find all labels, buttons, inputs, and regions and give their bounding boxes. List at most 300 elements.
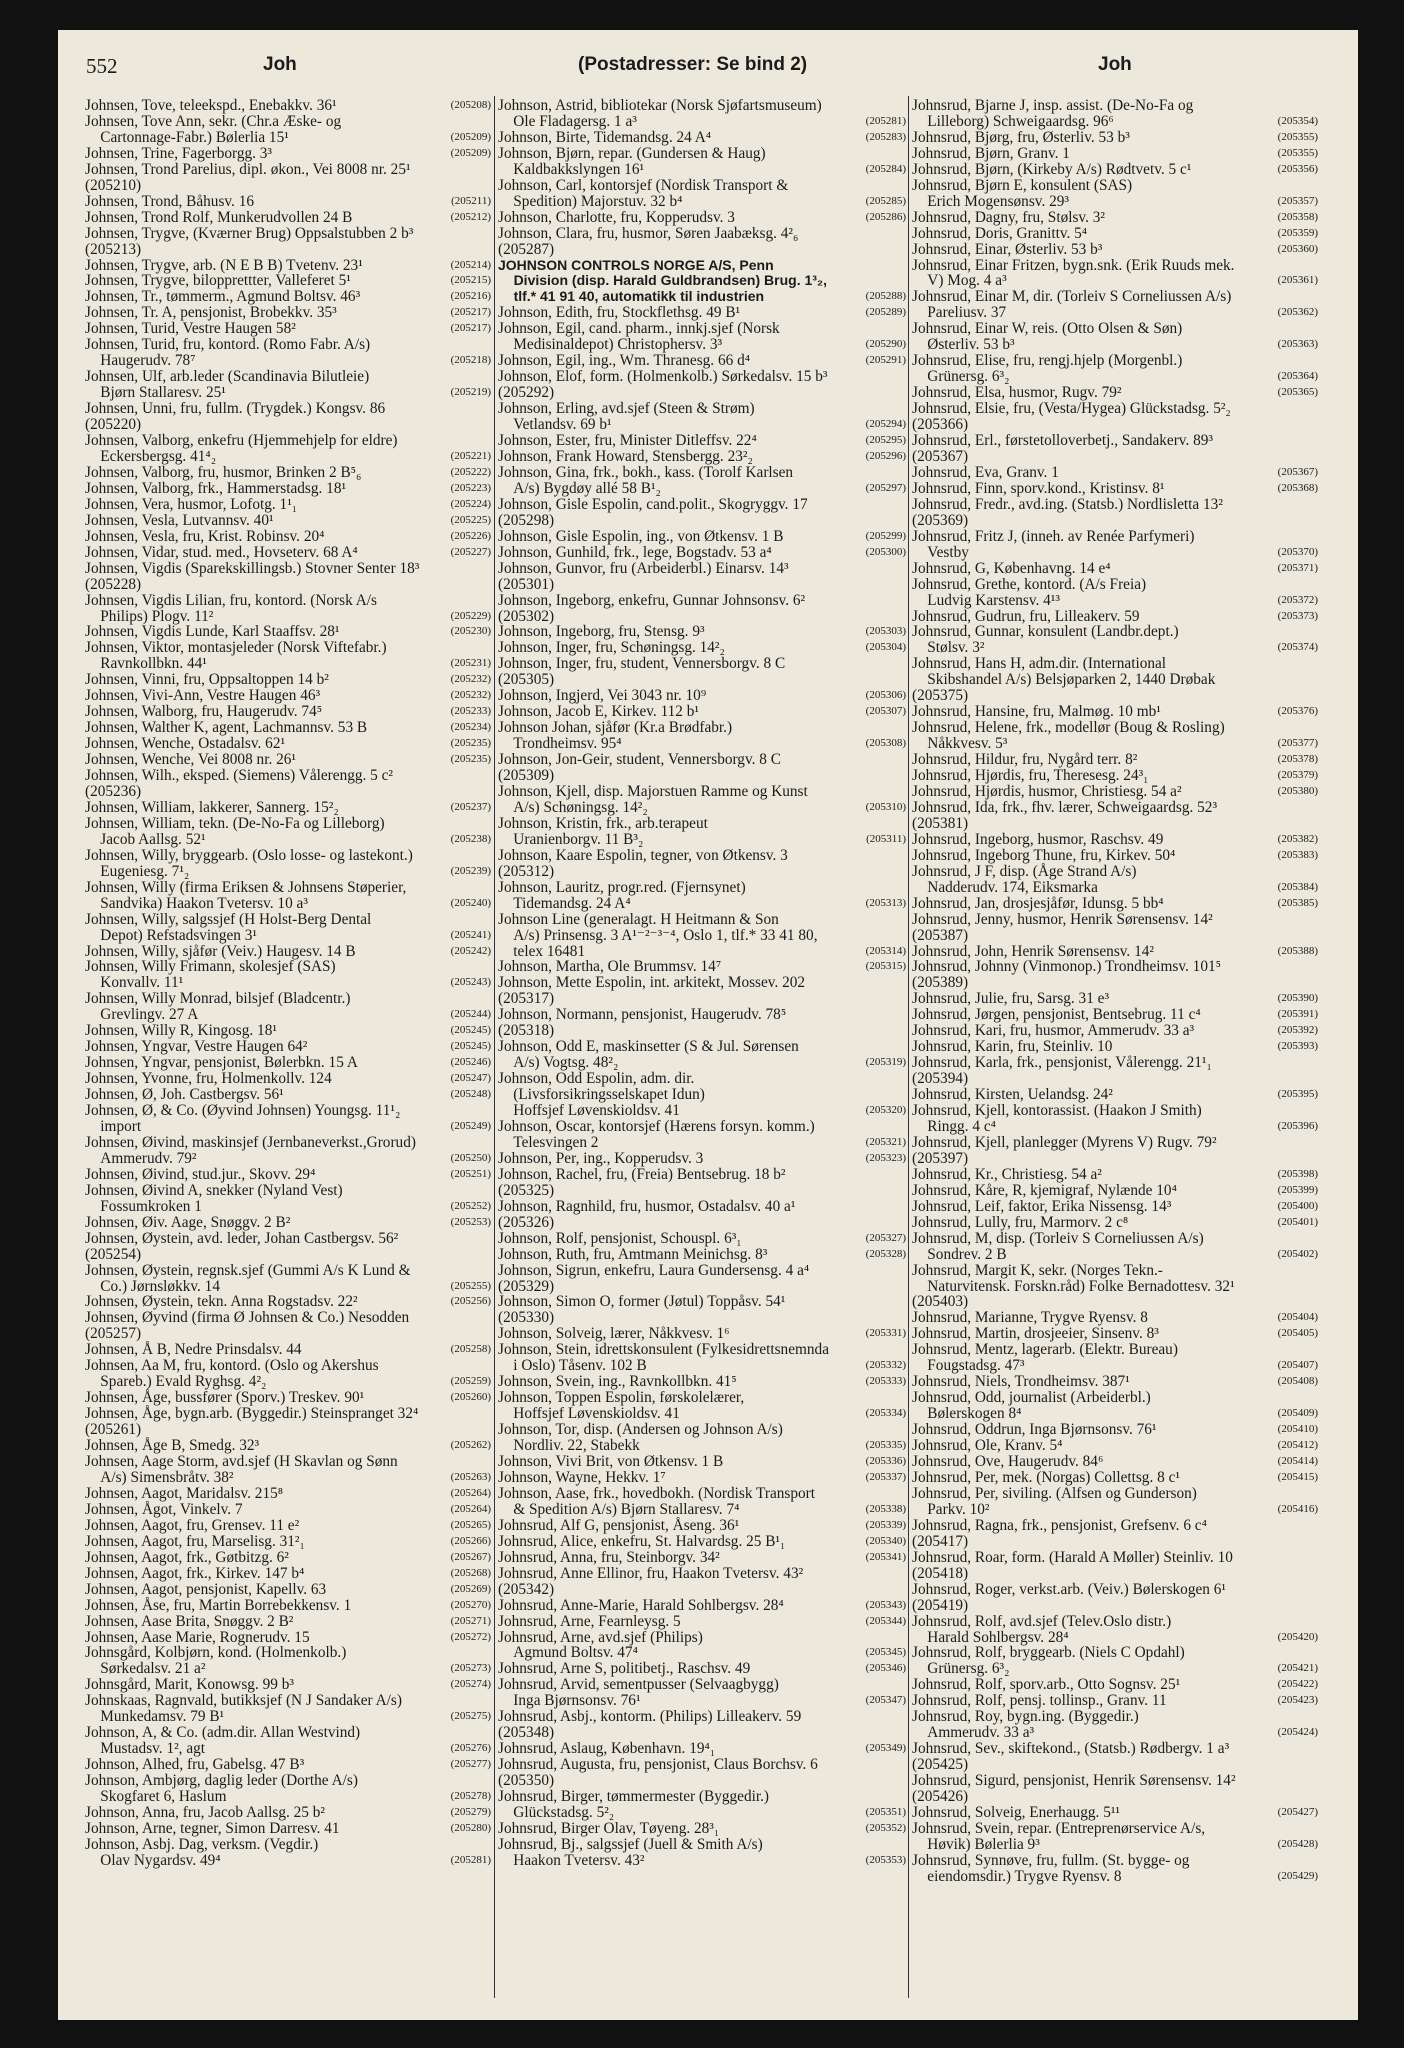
directory-entry: [912, 784, 1318, 800]
entry-text: Johnsrud, Birger, tømmermester (Byggedir.) Glückstadsg. 5²₂: [498, 1788, 770, 1821]
entry-number: (205244): [449, 1007, 491, 1023]
directory-entry: [912, 720, 1318, 752]
entry-text: Johnsen, Øystein, regnsk.sjef (Gummi A/s K Lund & Co.) Jørnsløkkv. 14: [85, 1261, 411, 1295]
directory-entry: [85, 194, 491, 210]
directory-entry: [912, 1215, 1318, 1231]
directory-entry: [85, 1039, 491, 1055]
entry-text: Johnsrud, Johnny (Vinmonop.) Trondheimsv. 101⁵ (205389): [912, 958, 1221, 992]
directory-entry: [85, 768, 491, 800]
entry-number: (205414): [1276, 1454, 1318, 1470]
entry-text: Johnsen, Vigdis Lunde, Karl Staaffsv. 28¹: [85, 623, 340, 641]
entry-number: (205232): [449, 688, 491, 704]
directory-entry: [498, 1518, 906, 1534]
entry-text: Johnsrud, Rolf, avd.sjef (Telev.Oslo distr.) Harald Sohlbergsv. 28⁴: [912, 1612, 1172, 1646]
entry-number: (205428): [1276, 1837, 1318, 1853]
directory-entry: [498, 1151, 906, 1167]
entry-number: (205359): [1276, 226, 1318, 242]
header-left-label: Joh: [263, 54, 297, 75]
entry-number: (205250): [449, 1151, 491, 1167]
directory-entry: [498, 178, 906, 210]
entry-text: Johnsrud, John, Henrik Sørensensv. 14²: [912, 942, 1154, 960]
directory-entry: [85, 433, 491, 465]
entry-number: (205395): [1276, 1087, 1318, 1103]
directory-entry: [498, 752, 906, 784]
entry-text: Johnson, Aase, frk., hovedbokh. (Nordisk Transport & Spedition A/s) Bjørn Stallaresv. 7⁴: [498, 1484, 815, 1518]
entry-text: Johnsen, Yngvar, Vestre Haugen 64²: [85, 1038, 308, 1056]
entry-number: (205275): [449, 1709, 491, 1725]
entry-number: (205368): [1276, 481, 1318, 497]
directory-entry: [85, 1598, 491, 1614]
directory-entry: [912, 959, 1318, 991]
page-header: [58, 30, 1358, 80]
directory-entry: [912, 1422, 1318, 1438]
entry-text: Johnsen, Valborg, fru, husmor, Brinken 2 B⁵₆: [85, 463, 362, 481]
directory-entry: [912, 353, 1318, 385]
directory-entry: [498, 146, 906, 178]
entry-number: (205212): [449, 210, 491, 226]
entry-text: Johnsrud, Hans H, adm.dir. (International Skibshandel A/s) Belsjøparken 2, 1440 Drøbak (205375): [912, 655, 1216, 705]
entry-text: Johnsen, Trygve, (Kværner Brug) Oppsalstubben 2 b³ (205213): [85, 224, 414, 258]
entry-text: Johnsen, Ågot, Vinkelv. 7: [85, 1500, 243, 1518]
directory-entry: [85, 1103, 491, 1135]
entry-text: Johnsrud, Hjørdis, husmor, Christiesg. 54 a²: [912, 782, 1182, 800]
entry-number: (205235): [449, 736, 491, 752]
entry-number: (205245): [449, 1039, 491, 1055]
entry-text: Johnson Line (generalagt. H Heitmann & Son A/s) Prinsensg. 3 A¹⁻²⁻³⁻⁴, Oslo 1, tlf.* 33 41 80, telex 16481: [498, 910, 818, 960]
entry-number: (205256): [449, 1294, 491, 1310]
directory-entry: [498, 1470, 906, 1486]
entry-text: Johnsen, Vidar, stud. med., Hovseterv. 68 A⁴: [85, 543, 358, 561]
directory-entry: [498, 449, 906, 465]
entry-text: Johnsen, Øivind, stud.jur., Skovv. 29⁴: [85, 1165, 316, 1183]
entry-text: Johnson, Gunvor, fru (Arbeiderbl.) Einarsv. 14³ (205301): [498, 559, 789, 593]
entry-number: (205320): [864, 1103, 906, 1119]
entry-number: (205349): [864, 1741, 906, 1757]
directory-entry: [85, 545, 491, 561]
entry-text: Johnsrud, Bjørn, (Kirkeby A/s) Rødtvetv. 5 c¹: [912, 160, 1192, 178]
directory-entry: [85, 162, 491, 194]
directory-entry: [912, 1550, 1318, 1582]
entry-number: (205383): [1276, 848, 1318, 864]
entry-number: (205347): [864, 1693, 906, 1709]
directory-entry: [498, 1422, 906, 1454]
entry-text: Johnsen, Yvonne, fru, Holmenkollv. 124: [85, 1070, 332, 1088]
entry-text: Johnsen, Aagot, fru, Marselisg. 31²₁: [85, 1532, 305, 1550]
entry-number: (205295): [864, 433, 906, 449]
entry-number: (205288): [864, 289, 906, 305]
directory-entry: [498, 784, 906, 816]
entry-number: (205345): [864, 1645, 906, 1661]
directory-entry: [498, 640, 906, 656]
directory-entry: [912, 1310, 1318, 1326]
entry-text: Johnson, Lauritz, progr.red. (Fjernsynet) Tidemandsg. 24 A⁴: [498, 878, 746, 912]
entry-text: Johnsen, Vesla, Lutvannsv. 40¹: [85, 511, 274, 529]
entry-text: Johnsen, Aa M, fru, kontord. (Oslo og Akershus Spareb.) Evald Ryghsg. 4²₂: [85, 1357, 379, 1391]
directory-entry: [498, 1119, 906, 1151]
entry-text: Johnson, Gisle Espolin, ing., von Øtkensv. 1 B: [498, 527, 784, 545]
entry-text: JOHNSON CONTROLS NORGE A/S, Penn Division (disp. Harald Guldbrandsen) Brug. 1³₂, tlf.* 41 91 40, automatikk til industrien: [498, 256, 828, 305]
entry-text: Johnsen, Å B, Nedre Prinsdalsv. 44: [85, 1341, 302, 1359]
entry-number: (205224): [449, 497, 491, 513]
entry-text: Johnsrud, Rolf, pensj. tollinsp., Granv. 11: [912, 1692, 1167, 1710]
entry-number: (205429): [1276, 1869, 1318, 1885]
directory-entry: [85, 688, 491, 704]
entry-text: Johnsrud, Ida, frk., fhv. lærer, Schweigaardsg. 52³ (205381): [912, 798, 1218, 832]
entry-text: Johnsrud, Eva, Granv. 1: [912, 463, 1059, 481]
directory-entry: [912, 258, 1318, 290]
entry-text: Johnsen, Wenche, Vei 8008 nr. 26¹: [85, 751, 296, 769]
entry-number: (205407): [1276, 1358, 1318, 1374]
entry-number: (205308): [864, 736, 906, 752]
directory-entry: [912, 1805, 1318, 1821]
entry-number: (205239): [449, 864, 491, 880]
directory-entry: [498, 975, 906, 1007]
directory-entry: [912, 991, 1318, 1007]
entry-number: (205283): [864, 130, 906, 146]
entry-number: (205264): [449, 1486, 491, 1502]
directory-entry: [912, 1454, 1318, 1470]
directory-entry: [85, 704, 491, 720]
entry-number: (205243): [449, 975, 491, 991]
entry-text: Johnsrud, Kirsten, Uelandsg. 24²: [912, 1086, 1113, 1104]
entry-text: Johnsen, Tove Ann, sekr. (Chr.a Æske- og Cartonnage-Fabr.) Bølerlia 15¹: [85, 112, 342, 146]
entry-text: Johnsen, Vera, husmor, Lofotg. 1¹₁: [85, 495, 298, 513]
directory-entry: [912, 1007, 1318, 1023]
entry-number: (205311): [864, 832, 906, 848]
directory-entry: [85, 752, 491, 768]
entry-text: Johnson, Inger, fru, student, Vennersborgv. 8 C (205305): [498, 655, 786, 689]
directory-entry: [85, 1023, 491, 1039]
entry-text: Johnson, Kristin, frk., arb.terapeut Uranienborgv. 11 B³₂: [498, 814, 708, 848]
entry-number: (205304): [864, 640, 906, 656]
entry-number: (205334): [864, 1406, 906, 1422]
entry-number: (205265): [449, 1518, 491, 1534]
entry-text: Johnson, Ambjørg, daglig leder (Dorthe A/s) Skogfaret 6, Haslum: [85, 1772, 358, 1806]
entry-text: Johnsrud, Mentz, lagerarb. (Elektr. Bureau) Fougstadsg. 47³: [912, 1341, 1178, 1375]
entry-text: Johnsrud, Karla, frk., pensjonist, Vålerengg. 21¹₁ (205394): [912, 1054, 1212, 1088]
directory-entry: [912, 1486, 1318, 1518]
entry-text: Johnson, Egil, ing., Wm. Thranesg. 66 d⁴: [498, 352, 751, 370]
directory-entry: [85, 624, 491, 640]
directory-entry: [912, 1199, 1318, 1215]
directory-entry: [498, 880, 906, 912]
directory-entry: [498, 561, 906, 593]
entry-text: Johnsen, William, tekn. (De-No-Fa og Lilleborg) Jacob Aallsg. 52¹: [85, 814, 385, 848]
entry-number: (205271): [449, 1614, 491, 1630]
entry-text: Johnsen, Åge, bussfører (Sporv.) Treskev. 90¹: [85, 1389, 365, 1407]
entry-text: Johnsen, Willy (firma Eriksen & Johnsens Støperier, Sandvika) Haakon Tvetersv. 10 a³: [85, 878, 407, 912]
entry-number: (205248): [449, 1087, 491, 1103]
entry-number: (205382): [1276, 832, 1318, 848]
entry-text: Johnsrud, J F, disp. (Åge Strand A/s) Nadderudv. 174, Eiksmarka: [912, 862, 1137, 896]
entry-text: Johnsrud, Helene, frk., modellør (Boug & Rosling) Nåkkvesv. 5³: [912, 719, 1225, 753]
directory-entry: [85, 912, 491, 944]
entry-text: Johnsrud, Doris, Granittv. 5⁴: [912, 224, 1088, 242]
entry-text: Johnsrud, Jørgen, pensjonist, Bentsebrug. 11 c⁴: [912, 1006, 1201, 1024]
entry-text: Johnsrud, Odd, journalist (Arbeiderbl.) Bølerskogen 8⁴: [912, 1389, 1151, 1423]
entry-number: (205231): [449, 656, 491, 672]
entry-number: (205373): [1276, 609, 1318, 625]
entry-text: Johnsrud, Solveig, Enerhaugg. 5¹¹: [912, 1803, 1121, 1821]
directory-entry: [498, 226, 906, 258]
directory-entry: [912, 1326, 1318, 1342]
directory-entry: [85, 736, 491, 752]
directory-entry: [85, 1055, 491, 1071]
entry-text: Johnsrud, Svein, repar. (Entreprenørservice A/s, Høvik) Bølerlia 9³: [912, 1819, 1206, 1853]
entry-number: (205279): [449, 1805, 491, 1821]
directory-entry: [498, 258, 906, 306]
entry-text: Johnsen, Øystein, tekn. Anna Rogstadsv. 22²: [85, 1293, 358, 1311]
entry-number: (205214): [449, 258, 491, 274]
entry-number: (205401): [1276, 1215, 1318, 1231]
entry-number: (205242): [449, 944, 491, 960]
entry-number: (205284): [864, 162, 906, 178]
directory-entry: [912, 832, 1318, 848]
entry-text: Johnsen, Willy Frimann, skolesjef (SAS) Konvallv. 11¹: [85, 958, 336, 992]
directory-entry: [498, 1390, 906, 1422]
column-1: [85, 98, 491, 1869]
entry-number: (205294): [864, 417, 906, 433]
directory-entry: [498, 1677, 906, 1709]
directory-entry: [912, 1821, 1318, 1853]
directory-entry: [912, 481, 1318, 497]
directory-entry: [498, 1294, 906, 1326]
directory-page: [58, 30, 1358, 2020]
entry-text: Johnsen, Willy, salgssjef (H Holst-Berg Dental Depot) Refstadsvingen 3¹: [85, 910, 372, 944]
entry-text: Johnsrud, Roger, verkst.arb. (Veiv.) Bølerskogen 6¹ (205419): [912, 1580, 1226, 1614]
entry-text: Johnsrud, Karin, fru, Steinliv. 10: [912, 1038, 1113, 1056]
entry-number: (205209): [449, 130, 491, 146]
directory-entry: [85, 1630, 491, 1646]
entry-number: (205296): [864, 449, 906, 465]
entry-text: Johnson Johan, sjåfør (Kr.a Brødfabr.) Trondheimsv. 95⁴: [498, 719, 733, 753]
directory-entry: [912, 529, 1318, 561]
entry-text: Johnson, Jacob E, Kirkev. 112 b¹: [498, 703, 700, 721]
entry-text: Johnsrud, Fredr., avd.ing. (Statsb.) Nordlisletta 13² (205369): [912, 495, 1223, 529]
directory-entry: [85, 1773, 491, 1805]
entry-text: Johnson, Normann, pensjonist, Haugerudv. 78⁵ (205318): [498, 1006, 787, 1040]
entry-text: Johnson, Oscar, kontorsjef (Hærens forsyn. komm.) Telesvingen 2: [498, 1118, 815, 1151]
directory-entry: [498, 497, 906, 529]
entry-number: (205321): [864, 1135, 906, 1151]
entry-number: (205372): [1276, 593, 1318, 609]
directory-entry: [912, 1023, 1318, 1039]
directory-entry: [85, 114, 491, 146]
entry-number: (205274): [449, 1677, 491, 1693]
entry-text: Johnsen, Trond, Båhusv. 16: [85, 192, 254, 210]
entry-number: (205238): [449, 832, 491, 848]
directory-entry: [85, 1358, 491, 1390]
directory-entry: [912, 1693, 1318, 1709]
entry-number: (205218): [449, 353, 491, 369]
entry-number: (205209): [449, 146, 491, 162]
entry-number: (205253): [449, 1215, 491, 1231]
entry-number: (205379): [1276, 768, 1318, 784]
entry-number: (205412): [1276, 1438, 1318, 1454]
entry-text: Johnsrud, Alf G, pensjonist, Åseng. 36¹: [498, 1516, 740, 1534]
entry-text: Johnsrud, Augusta, fru, pensjonist, Claus Borchsv. 6 (205350): [498, 1756, 818, 1790]
entry-text: Johnsrud, Fritz J, (inneh. av Renée Parfymeri) Vestby: [912, 527, 1195, 561]
entry-text: Johnsrud, Kari, fru, husmor, Ammerudv. 33 a³: [912, 1022, 1195, 1040]
entry-number: (205398): [1276, 1167, 1318, 1183]
entry-text: Johnsen, Vesla, fru, Krist. Robinsv. 20⁴: [85, 527, 325, 545]
directory-entry: [912, 1039, 1318, 1055]
entry-text: Johnson, Kjell, disp. Majorstuen Ramme og Kunst A/s) Schøningsg. 14²₂: [498, 782, 808, 816]
entry-text: Johnson, Elof, form. (Holmenkolb.) Sørkedalsv. 15 b³ (205292): [498, 368, 828, 402]
entry-text: Johnsrud, Aslaug, København. 19⁴₁: [498, 1740, 716, 1758]
directory-entry: [85, 593, 491, 625]
directory-entry: [498, 1263, 906, 1295]
directory-entry: [912, 768, 1318, 784]
entry-text: Johnsrud, Einar M, dir. (Torleiv S Corneliussen A/s) Pareliusv. 37: [912, 288, 1232, 322]
directory-entry: [912, 385, 1318, 401]
entry-number: (205273): [449, 1661, 491, 1677]
entry-text: Johnsrud, Rolf, bryggearb. (Niels C Opdahl) Grünersg. 6³₂: [912, 1644, 1185, 1678]
entry-number: (205291): [864, 353, 906, 369]
directory-entry: [498, 1789, 906, 1821]
entry-number: (205404): [1276, 1310, 1318, 1326]
directory-entry: [498, 1709, 906, 1741]
entry-text: Johnsrud, Sigurd, pensjonist, Henrik Sørensensv. 14² (205426): [912, 1772, 1236, 1806]
entry-text: Johnson, Alhed, fru, Gabelsg. 47 B³: [85, 1756, 305, 1774]
entry-number: (205388): [1276, 944, 1318, 960]
entry-text: Johnsen, Tr., tømmerm., Agmund Boltsv. 46³: [85, 288, 361, 306]
directory-entry: [85, 1757, 491, 1773]
entry-text: Johnsrud, Roar, form. (Harald A Møller) Steinliv. 10 (205418): [912, 1548, 1233, 1582]
entry-text: Johnsrud, Roy, bygn.ing. (Byggedir.) Ammerudv. 33 a³: [912, 1708, 1139, 1742]
directory-entry: [85, 672, 491, 688]
directory-entry: [85, 226, 491, 258]
entry-text: Johnsen, Willy Monrad, bilsjef (Bladcentr.) Grevlingv. 27 A: [85, 990, 351, 1024]
entry-text: Johnson, Ingjerd, Vei 3043 nr. 10⁹: [498, 687, 707, 705]
directory-entry: [85, 1534, 491, 1550]
directory-entry: [498, 1231, 906, 1247]
directory-entry: [498, 959, 906, 975]
entry-text: Johnsrud, Ingeborg Thune, fru, Kirkev. 50⁴: [912, 846, 1176, 864]
directory-entry: [912, 1582, 1318, 1614]
entry-number: (205272): [449, 1630, 491, 1646]
entry-number: (205315): [864, 959, 906, 975]
directory-entry: [85, 210, 491, 226]
directory-entry: [85, 1263, 491, 1295]
entry-text: Johnsen, William, lakkerer, Sannerg. 15²₂: [85, 798, 339, 816]
entry-number: (205423): [1276, 1693, 1318, 1709]
entry-text: Johnsrud, Anne-Marie, Harald Sohlbergsv. 28⁴: [498, 1596, 784, 1614]
directory-entry: [498, 1374, 906, 1390]
entry-text: Johnsrud, Grethe, kontord. (A/s Freia) Ludvig Karstensv. 4¹³: [912, 575, 1147, 609]
header-right-label: Joh: [1098, 54, 1132, 75]
entry-number: (205355): [1276, 130, 1318, 146]
entry-number: (205333): [864, 1374, 906, 1390]
directory-entry: [912, 1677, 1318, 1693]
column-2: [498, 98, 906, 1869]
entry-text: Johnsen, Trygve, arb. (N E B B) Tvetenv. 23¹: [85, 256, 363, 274]
entry-text: Johnson, Wayne, Hekkv. 1⁷: [498, 1468, 666, 1486]
directory-entry: [912, 242, 1318, 258]
directory-entry: [85, 640, 491, 672]
entry-number: (205396): [1276, 1119, 1318, 1135]
entry-text: Johnsrud, Birger Olav, Tøyeng. 28³₁: [498, 1819, 720, 1837]
entry-number: (205300): [864, 545, 906, 561]
directory-entry: [85, 273, 491, 289]
entry-text: Johnson, Ingeborg, enkefru, Gunnar Johnsonsv. 6² (205302): [498, 591, 806, 625]
directory-entry: [912, 497, 1318, 529]
entry-number: (205374): [1276, 640, 1318, 656]
entry-text: Johnsrud, Ove, Haugerudv. 84⁶: [912, 1453, 1104, 1471]
directory-entry: [85, 1566, 491, 1582]
entry-text: Johnson, Solveig, lærer, Nåkkvesv. 1⁶: [498, 1325, 730, 1343]
directory-entry: [85, 369, 491, 401]
entry-text: Johnsen, Aagot, fru, Grensev. 11 e²: [85, 1516, 300, 1534]
directory-entry: [912, 896, 1318, 912]
entry-number: (205241): [449, 928, 491, 944]
entry-text: Johnsgård, Kolbjørn, kond. (Holmenkolb.) Sørkedalsv. 21 a²: [85, 1644, 347, 1678]
directory-entry: [912, 1231, 1318, 1263]
entry-number: (205307): [864, 704, 906, 720]
entry-number: (205258): [449, 1342, 491, 1358]
directory-entry: [85, 1135, 491, 1167]
entry-number: (205420): [1276, 1630, 1318, 1646]
directory-entry: [85, 800, 491, 816]
entry-text: Johnsen, Åge B, Smedg. 32³: [85, 1437, 260, 1455]
entry-number: (205352): [864, 1821, 906, 1837]
entry-number: (205335): [864, 1438, 906, 1454]
directory-entry: [912, 864, 1318, 896]
directory-entry: [912, 1853, 1318, 1885]
entry-number: (205357): [1276, 194, 1318, 210]
directory-entry: [498, 593, 906, 625]
entry-text: Johnson, Simon O, former (Jøtul) Toppåsv. 54¹ (205330): [498, 1293, 786, 1327]
directory-entry: [498, 1326, 906, 1342]
directory-entry: [498, 1630, 906, 1662]
entry-number: (205409): [1276, 1406, 1318, 1422]
entry-text: Johnsrud, Einar W, reis. (Otto Olsen & Søn) Østerliv. 53 b³: [912, 320, 1183, 354]
directory-entry: [498, 1741, 906, 1757]
entry-text: Johnsrud, Julie, fru, Sarsg. 31 e³: [912, 990, 1110, 1008]
directory-entry: [498, 656, 906, 688]
entry-text: Johnsen, Turid, fru, kontord. (Romo Fabr. A/s) Haugerudv. 78⁷: [85, 336, 371, 370]
directory-entry: [85, 959, 491, 991]
entry-text: Johnsen, Valborg, frk., Hammerstadsg. 18¹: [85, 479, 347, 497]
entry-number: (205427): [1276, 1805, 1318, 1821]
directory-entry: [498, 912, 906, 960]
directory-entry: [85, 1486, 491, 1502]
entry-number: (205277): [449, 1757, 491, 1773]
entry-number: (205362): [1276, 305, 1318, 321]
entry-text: Johnsrud, Margit K, sekr. (Norges Tekn.- Naturvitensk. Forskn.råd) Folke Bernadottesv. 32¹ (205403): [912, 1261, 1235, 1311]
entry-text: Johnson, Mette Espolin, int. arkitekt, Mossev. 202 (205317): [498, 974, 806, 1008]
directory-entry: [85, 1614, 491, 1630]
directory-entry: [498, 1598, 906, 1614]
entry-text: Johnsrud, Anna, fru, Steinborgv. 34²: [498, 1548, 720, 1566]
entry-number: (205266): [449, 1534, 491, 1550]
entry-text: Johnson, Bjørn, repar. (Gundersen & Haug) Kaldbakkslyngen 16¹: [498, 144, 766, 178]
entry-text: Johnsen, Aagot, pensjonist, Kapellv. 63: [85, 1580, 327, 1598]
entry-number: (205221): [449, 449, 491, 465]
directory-entry: [85, 848, 491, 880]
directory-entry: [498, 433, 906, 449]
directory-entry: [912, 226, 1318, 242]
entry-number: (205247): [449, 1071, 491, 1087]
directory-entry: [912, 130, 1318, 146]
entry-number: (205230): [449, 624, 491, 640]
entry-number: (205245): [449, 1023, 491, 1039]
entry-number: (205286): [864, 210, 906, 226]
directory-entry: [912, 1263, 1318, 1311]
entry-number: (205415): [1276, 1470, 1318, 1486]
entry-number: (205237): [449, 800, 491, 816]
directory-entry: [85, 1310, 491, 1342]
